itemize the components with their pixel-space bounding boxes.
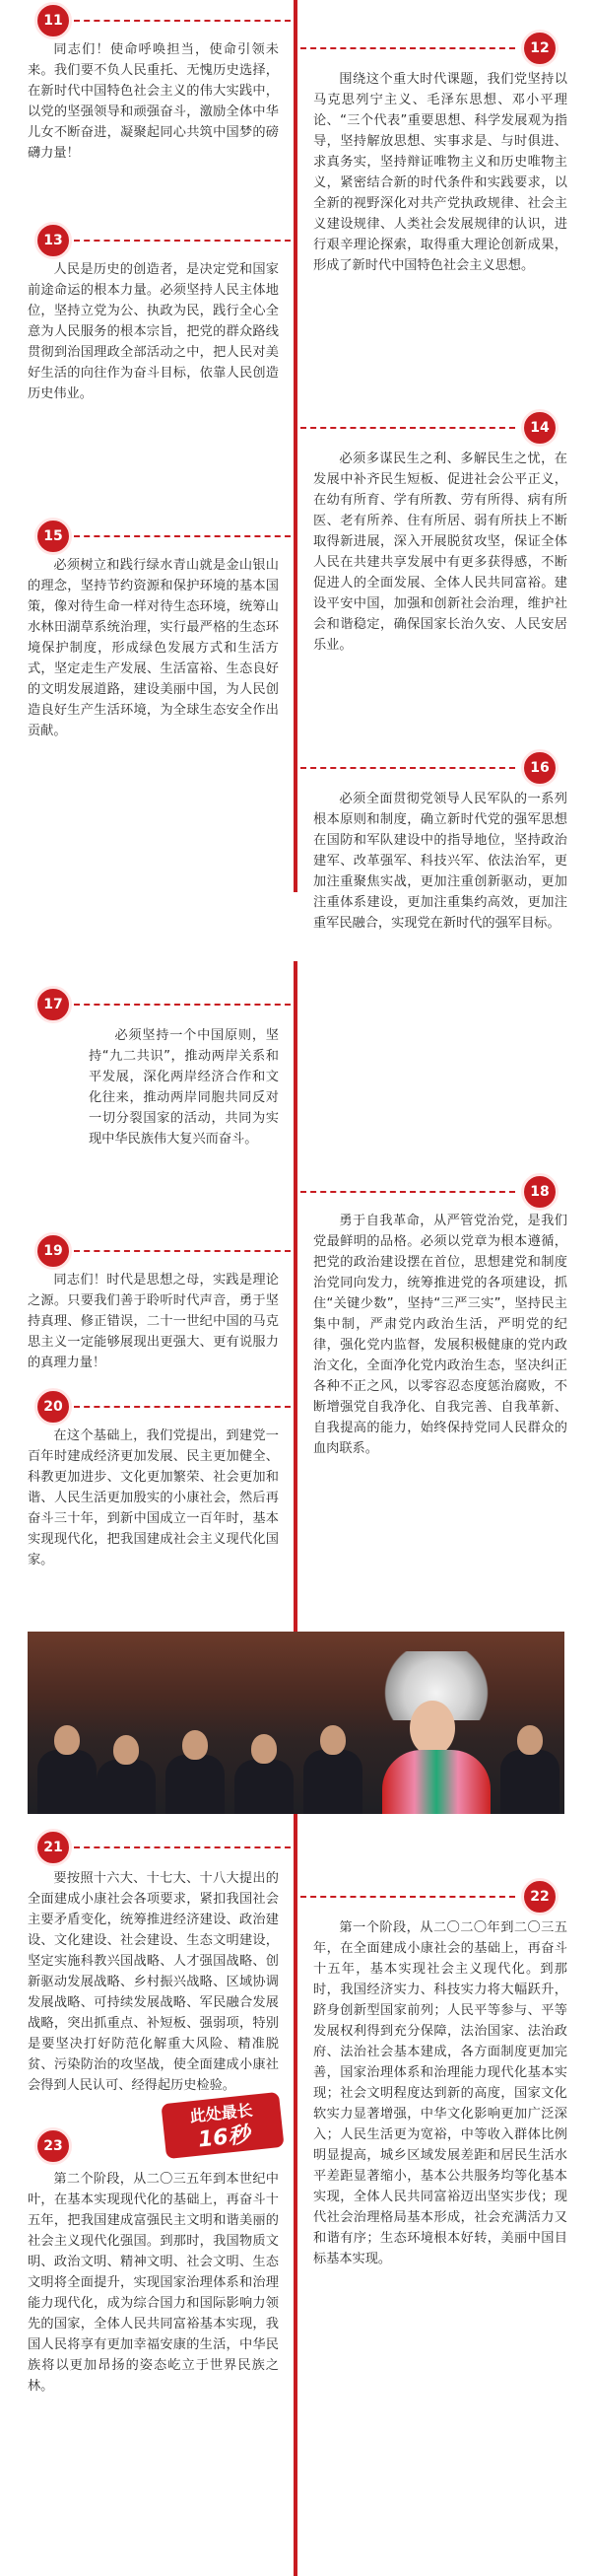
section-16 (313, 789, 567, 934)
section-12 (313, 69, 567, 276)
timeline-spine (294, 0, 297, 2576)
section-13-text: 人民是历史的创造者，是决定党和国家前途命运的根本力量。必须坚持人民主体地位，坚持立党为公、执政为民，践行全心全意为人民服务的根本宗旨，把党的群众路线贯彻到治国理政全部活动之中，把人民对美好生活的向往作为奋斗目标，依靠人民创造历史伟业。 (28, 262, 279, 401)
divider-dashed (74, 20, 291, 22)
section-number-12: 12 (521, 30, 559, 67)
timer-line2: 16秒 (196, 2123, 251, 2153)
divider-dashed (300, 427, 515, 429)
section-14-text: 必须多谋民生之利、多解民生之忧，在发展中补齐民生短板、促进社会公平正义，在幼有所育、学有所教、劳有所得、病有所医、老有所养、住有所居、弱有所扶上不断取得新进展，深入开展脱贫攻坚，保证全体人民在共建共享发展中有更多获得感，不断促进人的全面发展、全体人民共同富裕。建设平安中国，加强和创新社会治理，维护社会和谐稳定，确保国家长治久安、人民安居乐业。 (313, 452, 567, 653)
section-number-14: 14 (521, 409, 559, 447)
section-23 (28, 2169, 279, 2397)
section-number-11: 11 (34, 2, 72, 39)
section-22 (313, 1917, 567, 2269)
section-19 (28, 1270, 279, 1373)
section-19-text: 同志们！时代是思想之母，实践是理论之源。只要我们善于聆听时代声音，勇于坚持真理、修正错误，二十一世纪中国的马克思主义一定能够展现出更强大、更有说服力的真理力量！ (28, 1273, 279, 1370)
section-number-20: 20 (34, 1388, 72, 1426)
divider-dashed (300, 47, 515, 49)
divider-dashed (74, 1250, 291, 1252)
section-15 (28, 555, 279, 741)
divider-dashed (74, 240, 291, 242)
section-number-15: 15 (34, 518, 72, 555)
section-number-17: 17 (34, 986, 72, 1023)
divider-dashed (74, 535, 291, 537)
section-14 (313, 449, 567, 656)
section-11-text: 同志们！使命呼唤担当，使命引领未来。我们要不负人民重托、无愧历史选择，在新时代中国特色社会主义的伟大实践中，以党的坚强领导和顽强奋斗，激励全体中华儿女不断奋进，凝聚起同心共筑中国梦的磅礴力量！ (28, 42, 279, 161)
section-16-text: 必须全面贯彻党领导人民军队的一系列根本原则和制度，确立新时代党的强军思想在国防和军队建设中的指导地位，坚持政治建军、改革强军、科技兴军、依法治军，更加注重聚焦实战，更加注重创新驱动，更加注重体系建设，更加注重集约高效，更加注重军民融合，实现党在新时代的强军目标。 (313, 792, 567, 931)
section-11 (28, 39, 279, 164)
section-13 (28, 259, 279, 404)
section-number-21: 21 (34, 1829, 72, 1866)
divider-dashed (300, 1191, 515, 1193)
section-17-text: 必须坚持一个中国原则，坚持“九二共识”，推动两岸关系和平发展，深化两岸经济合作和文化往来，推动两岸同胞共同反对一切分裂国家的活动，共同为实现中华民族伟大复兴而奋斗。 (89, 1028, 279, 1147)
section-number-22: 22 (521, 1878, 559, 1915)
section-15-text: 必须树立和践行绿水青山就是金山银山的理念，坚持节约资源和保护环境的基本国策，像对待生命一样对待生态环境，统筹山水林田湖草系统治理，实行最严格的生态环境保护制度，形成绿色发展方式和生活方式，坚定走生产发展、生活富裕、生态良好的文明发展道路，建设美丽中国，为人民创造良好生产生活环境，为全球生态安全作出贡献。 (28, 558, 279, 738)
section-number-18: 18 (521, 1173, 559, 1211)
meeting-photo (28, 1632, 564, 1814)
section-18 (313, 1211, 567, 1459)
section-20-text: 在这个基础上，我们党提出，到建党一百年时建成经济更加发展、民主更加健全、科教更加进步、文化更加繁荣、社会更加和谐、人民生活更加殷实的小康社会，然后再奋斗三十年，到新中国成立一百年时，基本实现现代化，把我国建成社会主义现代化国家。 (28, 1428, 279, 1567)
timer-line1: 此处最长 (188, 2100, 254, 2126)
timeline-gap (294, 892, 297, 961)
divider-dashed (300, 767, 515, 769)
divider-dashed (74, 1846, 291, 1848)
timer-badge (161, 2092, 284, 2159)
section-22-text: 第一个阶段，从二〇二〇年到二〇三五年，在全面建成小康社会的基础上，再奋斗十五年，基本实现社会主义现代化。到那时，我国经济实力、科技实力将大幅跃升，跻身创新型国家前列；人民平等参与、平等发展权利得到充分保障，法治国家、法治政府、法治社会基本建成，各方面制度更加完善，国家治理体系和治理能力现代化基本实现；社会文明程度达到新的高度，国家文化软实力显著增强，中华文化影响更加广泛深入；人民生活更为宽裕，中等收入群体比例明显提高，城乡区域发展差距和居民生活水平差距显著缩小，基本公共服务均等化基本实现，全体人民共同富裕迈出坚实步伐；现代社会治理格局基本形成，社会充满活力又和谐有序；生态环境根本好转，美丽中国目标基本实现。 (313, 1920, 567, 2266)
section-21 (28, 1868, 279, 2096)
divider-dashed (74, 1406, 291, 1408)
section-number-16: 16 (521, 749, 559, 787)
section-18-text: 勇于自我革命，从严管党治党，是我们党最鲜明的品格。必须以党章为根本遵循，把党的政治建设摆在首位，思想建党和制度治党同向发力，统筹推进党的各项建设，抓住“关键少数”，坚持“三严三实”，坚持民主集中制，严肃党内政治生活，严明党的纪律，强化党内监督，发展积极健康的党内政治文化，全面净化党内政治生态，坚决纠正各种不正之风，以零容忍态度惩治腐败，不断增强党自我净化、自我完善、自我革新、自我提高的能力，始终保持党同人民群众的血肉联系。 (313, 1214, 567, 1456)
divider-dashed (300, 1896, 515, 1898)
section-number-19: 19 (34, 1232, 72, 1270)
section-number-13: 13 (34, 222, 72, 259)
section-23-text: 第二个阶段，从二〇三五年到本世纪中叶，在基本实现现代化的基础上，再奋斗十五年，把我国建成富强民主文明和谐美丽的社会主义现代化强国。到那时，我国物质文明、政治文明、精神文明、社会文明、生态文明将全面提升，实现国家治理体系和治理能力现代化，成为综合国力和国际影响力领先的国家，全体人民共同富裕基本实现，我国人民将享有更加幸福安康的生活，中华民族将以更加昂扬的姿态屹立于世界民族之林。 (28, 2172, 279, 2394)
section-21-text: 要按照十六大、十七大、十八大提出的全面建成小康社会各项要求，紧扣我国社会主要矛盾变化，统筹推进经济建设、政治建设、文化建设、社会建设、生态文明建设，坚定实施科教兴国战略、人才强国战略、创新驱动发展战略、乡村振兴战略、区域协调发展战略、可持续发展战略、军民融合发展战略，突出抓重点、补短板、强弱项，特别是要坚决打好防范化解重大风险、精准脱贫、污染防治的攻坚战，使全面建成小康社会得到人民认可、经得起历史检验。 (28, 1871, 279, 2093)
section-20 (28, 1426, 279, 1570)
divider-dashed (74, 1004, 291, 1006)
section-17 (89, 1025, 279, 1149)
section-12-text: 围绕这个重大时代课题，我们党坚持以马克思列宁主义、毛泽东思想、邓小平理论、“三个代表”重要思想、科学发展观为指导，坚持解放思想、实事求是、与时俱进、求真务实，坚持辩证唯物主义和历史唯物主义，紧密结合新的时代条件和实践要求，以全新的视野深化对共产党执政规律、社会主义建设规律、人类社会发展规律的认识，进行艰辛理论探索，取得重大理论创新成果，形成了新时代中国特色社会主义思想。 (313, 72, 567, 273)
section-number-23: 23 (34, 2127, 72, 2165)
